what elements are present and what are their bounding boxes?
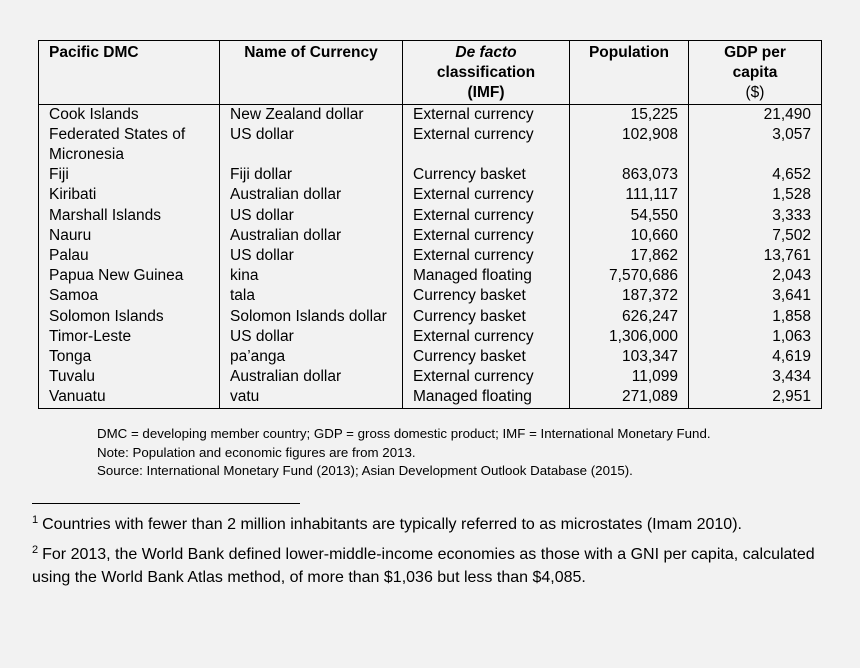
currency-table — [38, 40, 822, 409]
cell-population: 7,570,686 — [570, 266, 689, 286]
cell-gdp: 3,057 — [689, 125, 822, 165]
cell-dmc: Solomon Islands — [39, 307, 220, 327]
cell-gdp: 1,528 — [689, 185, 822, 205]
note-figures-year: Note: Population and economic figures are from 2013. — [97, 444, 416, 460]
header-dmc: Pacific DMC — [39, 41, 220, 105]
cell-dmc: Tonga — [39, 347, 220, 367]
cell-dmc: Nauru — [39, 226, 220, 246]
cell-classification: Currency basket — [403, 286, 570, 306]
cell-classification: External currency — [403, 206, 570, 226]
cell-currency: Australian dollar — [220, 185, 403, 205]
table-header-row — [39, 41, 822, 105]
footnote-1 — [32, 514, 742, 537]
cell-gdp: 13,761 — [689, 246, 822, 266]
cell-dmc: Kiribati — [39, 185, 220, 205]
cell-currency: US dollar — [220, 125, 403, 165]
cell-currency: vatu — [220, 387, 403, 408]
footnote-1-text: Countries with fewer than 2 million inhabitants are typically referred to as microstates (Imam 2010). — [42, 516, 742, 533]
table-row — [39, 286, 822, 306]
cell-classification: Currency basket — [403, 165, 570, 185]
header-classification-line-2: classification — [436, 64, 536, 82]
cell-dmc: Timor-Leste — [39, 327, 220, 347]
cell-gdp: 7,502 — [689, 226, 822, 246]
cell-currency: kina — [220, 266, 403, 286]
cell-dmc: Papua New Guinea — [39, 266, 220, 286]
cell-currency: Solomon Islands dollar — [220, 307, 403, 327]
cell-gdp: 2,951 — [689, 387, 822, 408]
cell-dmc: Fiji — [39, 165, 220, 185]
cell-classification: External currency — [403, 327, 570, 347]
header-classification-line-1: De facto — [455, 44, 517, 61]
cell-gdp: 4,652 — [689, 165, 822, 185]
cell-classification: Currency basket — [403, 307, 570, 327]
header-gdp — [689, 41, 822, 105]
cell-currency: US dollar — [220, 246, 403, 266]
cell-population: 15,225 — [570, 104, 689, 125]
cell-population: 10,660 — [570, 226, 689, 246]
cell-gdp: 3,641 — [689, 286, 822, 306]
cell-currency: US dollar — [220, 206, 403, 226]
cell-classification: Currency basket — [403, 347, 570, 367]
cell-gdp: 1,063 — [689, 327, 822, 347]
cell-currency: New Zealand dollar — [220, 104, 403, 125]
table-row — [39, 125, 822, 165]
cell-dmc: Samoa — [39, 286, 220, 306]
cell-classification: External currency — [403, 226, 570, 246]
header-gdp-line-1: GDP per — [724, 44, 786, 61]
table-row — [39, 226, 822, 246]
table-row — [39, 307, 822, 327]
cell-classification: Managed floating — [403, 266, 570, 286]
note-abbreviations: DMC = developing member country; GDP = gross domestic product; IMF = International Monetary Fund. — [97, 426, 711, 441]
table-row — [39, 387, 822, 408]
cell-population: 111,117 — [570, 185, 689, 205]
cell-classification: External currency — [403, 367, 570, 387]
cell-gdp: 3,333 — [689, 206, 822, 226]
cell-population: 626,247 — [570, 307, 689, 327]
cell-dmc: Palau — [39, 246, 220, 266]
cell-population: 271,089 — [570, 387, 689, 408]
cell-gdp: 21,490 — [689, 104, 822, 125]
cell-classification: External currency — [403, 125, 570, 165]
footnote-2-mark: 2 — [32, 544, 39, 556]
header-gdp-line-3: ($) — [745, 84, 765, 102]
footnote-divider — [32, 503, 300, 504]
cell-population: 1,306,000 — [570, 327, 689, 347]
cell-classification: External currency — [403, 185, 570, 205]
table-row — [39, 185, 822, 205]
footnote-2 — [32, 544, 832, 588]
header-gdp-line-2: capita — [732, 64, 778, 82]
cell-gdp: 1,858 — [689, 307, 822, 327]
cell-currency: Fiji dollar — [220, 165, 403, 185]
table-notes — [97, 425, 711, 481]
table-row — [39, 206, 822, 226]
cell-dmc: Tuvalu — [39, 367, 220, 387]
cell-population: 187,372 — [570, 286, 689, 306]
table-row — [39, 104, 822, 125]
footnote-2-text: For 2013, the World Bank defined lower-middle-income economies as those with a GNI per capita, calculated using the World Bank Atlas method, of more than $1,036 but less than $4,085. — [32, 546, 815, 586]
cell-gdp: 3,434 — [689, 367, 822, 387]
cell-population: 54,550 — [570, 206, 689, 226]
cell-population: 17,862 — [570, 246, 689, 266]
cell-gdp: 2,043 — [689, 266, 822, 286]
cell-population: 11,099 — [570, 367, 689, 387]
cell-population: 103,347 — [570, 347, 689, 367]
table-row — [39, 347, 822, 367]
table-row — [39, 165, 822, 185]
cell-currency: Australian dollar — [220, 226, 403, 246]
cell-currency: tala — [220, 286, 403, 306]
cell-classification: External currency — [403, 104, 570, 125]
cell-currency: US dollar — [220, 327, 403, 347]
cell-population: 863,073 — [570, 165, 689, 185]
header-classification — [403, 41, 570, 105]
header-currency: Name of Currency — [220, 41, 403, 105]
cell-dmc: Cook Islands — [39, 104, 220, 125]
table-body — [39, 104, 822, 408]
cell-population: 102,908 — [570, 125, 689, 165]
table-row — [39, 367, 822, 387]
cell-dmc: Federated States of Micronesia — [39, 125, 220, 165]
table-row — [39, 246, 822, 266]
cell-classification: External currency — [403, 246, 570, 266]
footnote-1-mark: 1 — [32, 514, 39, 526]
header-population: Population — [570, 41, 689, 105]
cell-currency: pa’anga — [220, 347, 403, 367]
table-row — [39, 266, 822, 286]
cell-dmc: Marshall Islands — [39, 206, 220, 226]
cell-classification: Managed floating — [403, 387, 570, 408]
cell-gdp: 4,619 — [689, 347, 822, 367]
note-source: Source: International Monetary Fund (2013); Asian Development Outlook Database (2015). — [97, 463, 633, 478]
header-classification-line-3: (IMF) — [467, 84, 505, 102]
cell-dmc: Vanuatu — [39, 387, 220, 408]
cell-currency: Australian dollar — [220, 367, 403, 387]
table-row — [39, 327, 822, 347]
